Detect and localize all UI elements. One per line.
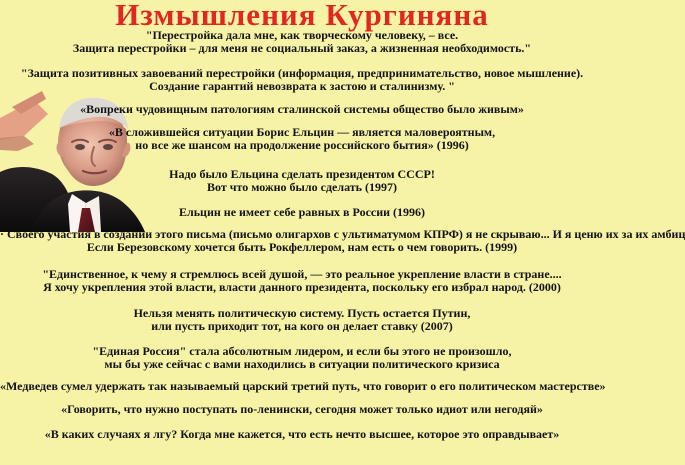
quote-item — [0, 67, 604, 93]
quote-line: · Своего участия в создании этого письма (письмо олигархов с ультиматумом КПРФ) я не скрываю... И я ценю их за их амбиц — [0, 227, 685, 241]
quote-line: Создание гарантий невозврата к застою и сталинизму. " — [149, 79, 455, 93]
quote-line: «Вопреки чудовищным патологиям сталинской системы общество было живым» — [80, 102, 524, 116]
quote-line: Нельзя менять политическую систему. Пусть остается Путин, — [133, 306, 471, 320]
quote-item — [0, 206, 604, 219]
quote-item — [0, 227, 685, 254]
quote-item — [0, 103, 604, 116]
quote-line: Если Березовскому хочется быть Рокфеллером, нам есть о чем говорить. (1999) — [86, 240, 518, 254]
quote-line: Надо было Ельцина сделать президентом СССР! — [169, 167, 435, 181]
poster-title: Измышления Кургиняна — [115, 0, 489, 32]
quote-item — [0, 268, 604, 294]
quote-item — [0, 403, 604, 416]
quote-item — [0, 29, 604, 55]
quote-line: Защита перестройки – для меня не социальный заказ, а жизненная необходимость." — [72, 41, 532, 55]
quote-item — [0, 380, 604, 393]
quote-line: «В сложившейся ситуации Борис Ельцин — является маловероятным, — [108, 125, 496, 139]
quote-line: "Единая Россия" стала абсолютным лидером, и если бы этого не произошло, — [92, 344, 512, 358]
quote-line: Я хочу укрепления этой власти, власти данного президента, поскольку его избрал народ. (2000) — [43, 280, 561, 294]
quote-item — [0, 307, 604, 333]
quote-line: или пусть приходит тот, на кого он делает ставку (2007) — [151, 319, 453, 333]
quote-line: «Говорить, что нужно поступать по-ленински, сегодня может только идиот или негодяй» — [61, 402, 543, 416]
quote-line: «В каких случаях я лгу? Когда мне кажется, что есть нечто высшее, которое это оправдывает» — [44, 427, 560, 441]
quote-line: Ельцин не имеет себе равных в России (1996) — [178, 205, 426, 219]
quote-line: мы бы уже сейчас с вами находились в ситуации политического кризиса — [104, 357, 500, 371]
quote-item — [0, 428, 604, 441]
quote-item — [0, 126, 604, 152]
quote-item — [0, 345, 604, 371]
quote-line: "Защита позитивных завоеваний перестройки (информация, предпринимательство, новое мышление). — [20, 66, 584, 80]
quote-item — [0, 168, 604, 194]
quote-line: Вот что можно было сделать (1997) — [206, 180, 398, 194]
quote-line: "Единственное, к чему я стремлюсь всей душой, — это реальное укрепление власти в стране.... — [42, 267, 562, 281]
quote-line: "Перестройка дала мне, как творческому человеку, – все. — [145, 28, 459, 42]
quote-line: но все же шансом на продолжение российского бытия» (1996) — [135, 138, 469, 152]
quote-line: «Медведев сумел удержать так называемый царский третий путь, что говорит о его политическом мастерстве» — [0, 379, 606, 393]
